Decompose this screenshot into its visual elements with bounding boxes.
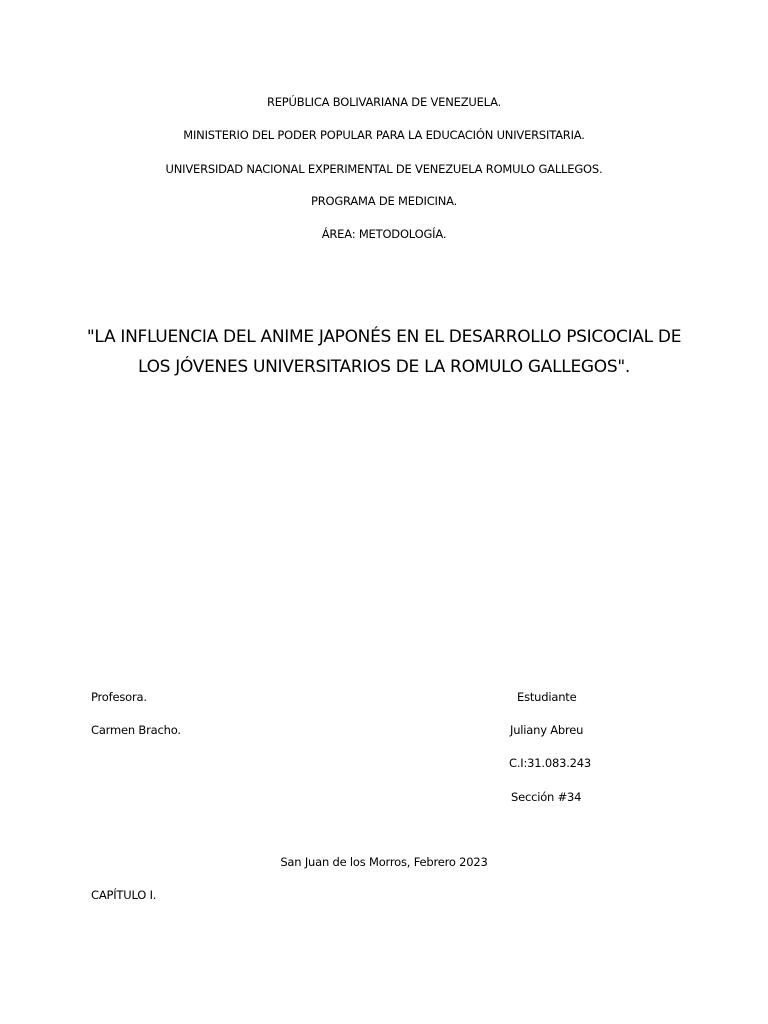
student-label: Estudiante	[517, 690, 577, 704]
student-id: C.I:31.083.243	[509, 756, 591, 770]
header-republic: REPÚBLICA BOLIVARIANA DE VENEZUELA.	[266, 95, 502, 109]
header-ministry: MINISTERIO DEL PODER POPULAR PARA LA EDUCACIÓN UNIVERSITARIA.	[183, 128, 585, 142]
student-section: Sección #34	[511, 790, 582, 804]
header-program: PROGRAMA DE MEDICINA.	[310, 194, 458, 208]
title-line-2: LOS JÓVENES UNIVERSITARIOS DE LA ROMULO GALLEGOS".	[138, 357, 630, 377]
chapter-heading: CAPÍTULO I.	[91, 888, 157, 902]
student-name: Juliany Abreu	[510, 723, 584, 737]
teacher-label: Profesora.	[91, 690, 147, 704]
place-date: San Juan de los Morros, Febrero 2023	[280, 855, 488, 869]
document-title	[60, 322, 708, 382]
header-university: UNIVERSIDAD NACIONAL EXPERIMENTAL DE VENEZUELA ROMULO GALLEGOS.	[165, 162, 603, 176]
teacher-name: Carmen Bracho.	[91, 723, 181, 737]
title-line-1: "LA INFLUENCIA DEL ANIME JAPONÉS EN EL DESARROLLO PSICOCIAL DE	[86, 327, 682, 347]
header-area: ÁREA: METODOLOGÍA.	[321, 227, 447, 241]
